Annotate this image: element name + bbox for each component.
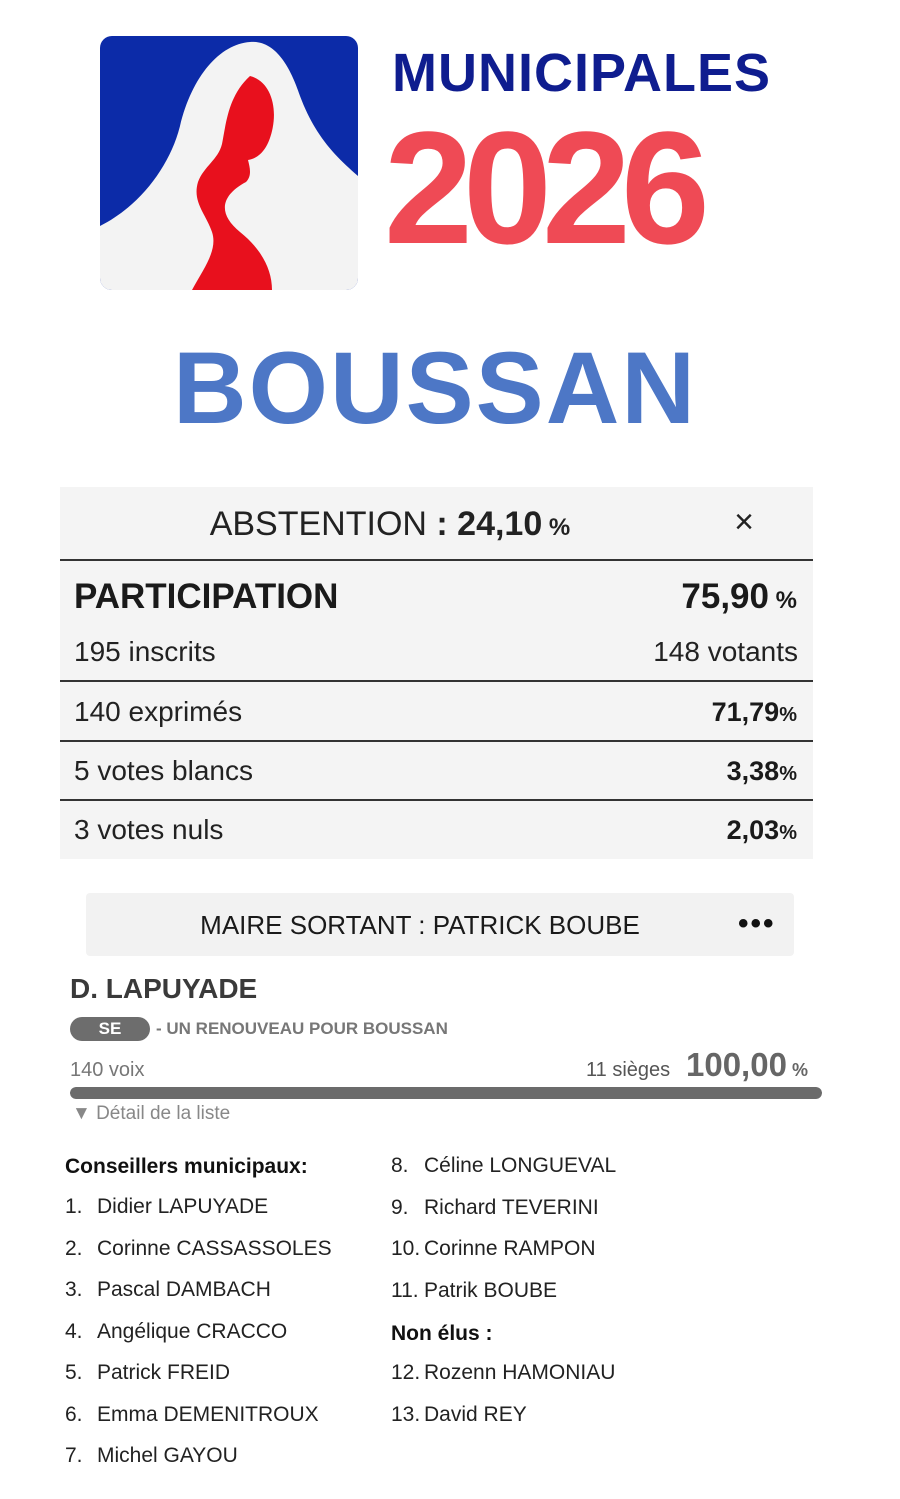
exprimes-number: 71,79 [711, 697, 780, 727]
member-row [65, 1278, 271, 1302]
member-name: Corinne RAMPON [424, 1237, 596, 1260]
blancs-unit: % [779, 763, 797, 785]
blancs-number: 3,38 [726, 756, 780, 786]
exprimes-value [712, 697, 797, 728]
divider [60, 799, 813, 801]
abstention-header [60, 487, 813, 561]
sieges-count: 11 sièges [586, 1059, 671, 1081]
member-number: 9. [391, 1195, 409, 1219]
nuls-label: 3 votes nuls [74, 814, 224, 845]
member-row [391, 1279, 557, 1303]
vote-share-bar [70, 1087, 822, 1099]
member-number: 5. [65, 1361, 83, 1384]
member-row [65, 1444, 238, 1468]
divider [60, 680, 813, 682]
title-year: 2026 [384, 98, 700, 277]
member-number: 6. [65, 1402, 83, 1426]
member-name: Richard TEVERINI [424, 1195, 599, 1219]
participation-unit: % [768, 587, 797, 614]
blancs-label: 5 votes blancs [74, 755, 253, 786]
list-detail-toggle[interactable]: ▼ Détail de la liste [72, 1103, 231, 1124]
non-elus-heading: Non élus : [391, 1322, 493, 1345]
nuls-number: 2,03 [726, 815, 780, 845]
voix-count: 140 voix [70, 1059, 145, 1081]
title-municipales: MUNICIPALES [392, 43, 772, 103]
votants-count: 148 votants [653, 636, 798, 667]
member-name: Michel GAYOU [97, 1444, 238, 1467]
member-number: 4. [65, 1319, 83, 1343]
member-row [65, 1237, 332, 1261]
list-name: - UN RENOUVEAU POUR BOUSSAN [156, 1019, 448, 1038]
commune-name: BOUSSAN [172, 331, 698, 445]
member-number: 13. [391, 1402, 421, 1426]
blancs-value [727, 756, 797, 787]
abstention-label: ABSTENTION [209, 505, 427, 543]
nuance-badge: SE [70, 1017, 150, 1041]
vote-share-fill [70, 1087, 822, 1099]
member-name: Emma DEMENITROUX [97, 1402, 319, 1426]
participation-value [681, 577, 797, 617]
member-number: 10. [391, 1237, 421, 1260]
member-name: Patrick FREID [97, 1361, 231, 1384]
member-row [65, 1403, 319, 1427]
close-icon[interactable]: × [734, 503, 754, 541]
member-row [391, 1237, 596, 1261]
participation-number: 75,90 [681, 577, 769, 616]
candidate-percent [686, 1046, 808, 1084]
member-number: 11. [391, 1278, 419, 1302]
member-name: Rozenn HAMONIAU [424, 1361, 616, 1384]
member-row [391, 1403, 527, 1427]
candidate-name: D. LAPUYADE [70, 973, 258, 1004]
nuls-unit: % [779, 822, 797, 844]
member-name: Patrik BOUBE [424, 1278, 558, 1302]
abstention-unit: % [542, 514, 571, 541]
maire-sortant-text: MAIRE SORTANT : PATRICK BOUBE [200, 910, 640, 940]
member-name: Angélique CRACCO [97, 1319, 288, 1343]
abstention-value: 24,10 [457, 505, 543, 543]
member-number: 7. [65, 1444, 83, 1467]
inscrits-count: 195 inscrits [74, 636, 216, 667]
member-number: 2. [65, 1236, 83, 1260]
maire-sortant-bar [86, 893, 794, 956]
exprimes-unit: % [779, 704, 797, 726]
member-number: 1. [65, 1195, 83, 1218]
member-row [65, 1195, 268, 1219]
member-name: David REY [424, 1402, 527, 1426]
member-name: Corinne CASSASSOLES [97, 1236, 332, 1260]
member-number: 8. [391, 1154, 409, 1177]
member-name: Céline LONGUEVAL [424, 1154, 617, 1177]
member-row [391, 1196, 599, 1220]
elus-heading: Conseillers municipaux: [65, 1155, 308, 1178]
member-row [65, 1320, 287, 1344]
abstention-sep: : [426, 505, 458, 543]
abstention-text [60, 505, 720, 544]
member-name: Didier LAPUYADE [97, 1195, 269, 1218]
nuls-value [727, 815, 797, 846]
divider [60, 740, 813, 742]
candidate-percent-unit: % [786, 1060, 808, 1080]
exprimes-label: 140 exprimés [74, 696, 243, 727]
member-number: 12. [391, 1361, 421, 1384]
candidate-percent-number: 100,00 [686, 1046, 787, 1083]
more-options-icon[interactable]: ••• [738, 907, 776, 940]
member-row [65, 1361, 230, 1385]
member-row [391, 1154, 616, 1178]
marianne-logo-icon [100, 36, 358, 290]
member-row [391, 1361, 615, 1385]
member-name: Pascal DAMBACH [97, 1278, 271, 1301]
member-number: 3. [65, 1278, 83, 1301]
participation-label: PARTICIPATION [74, 577, 339, 616]
